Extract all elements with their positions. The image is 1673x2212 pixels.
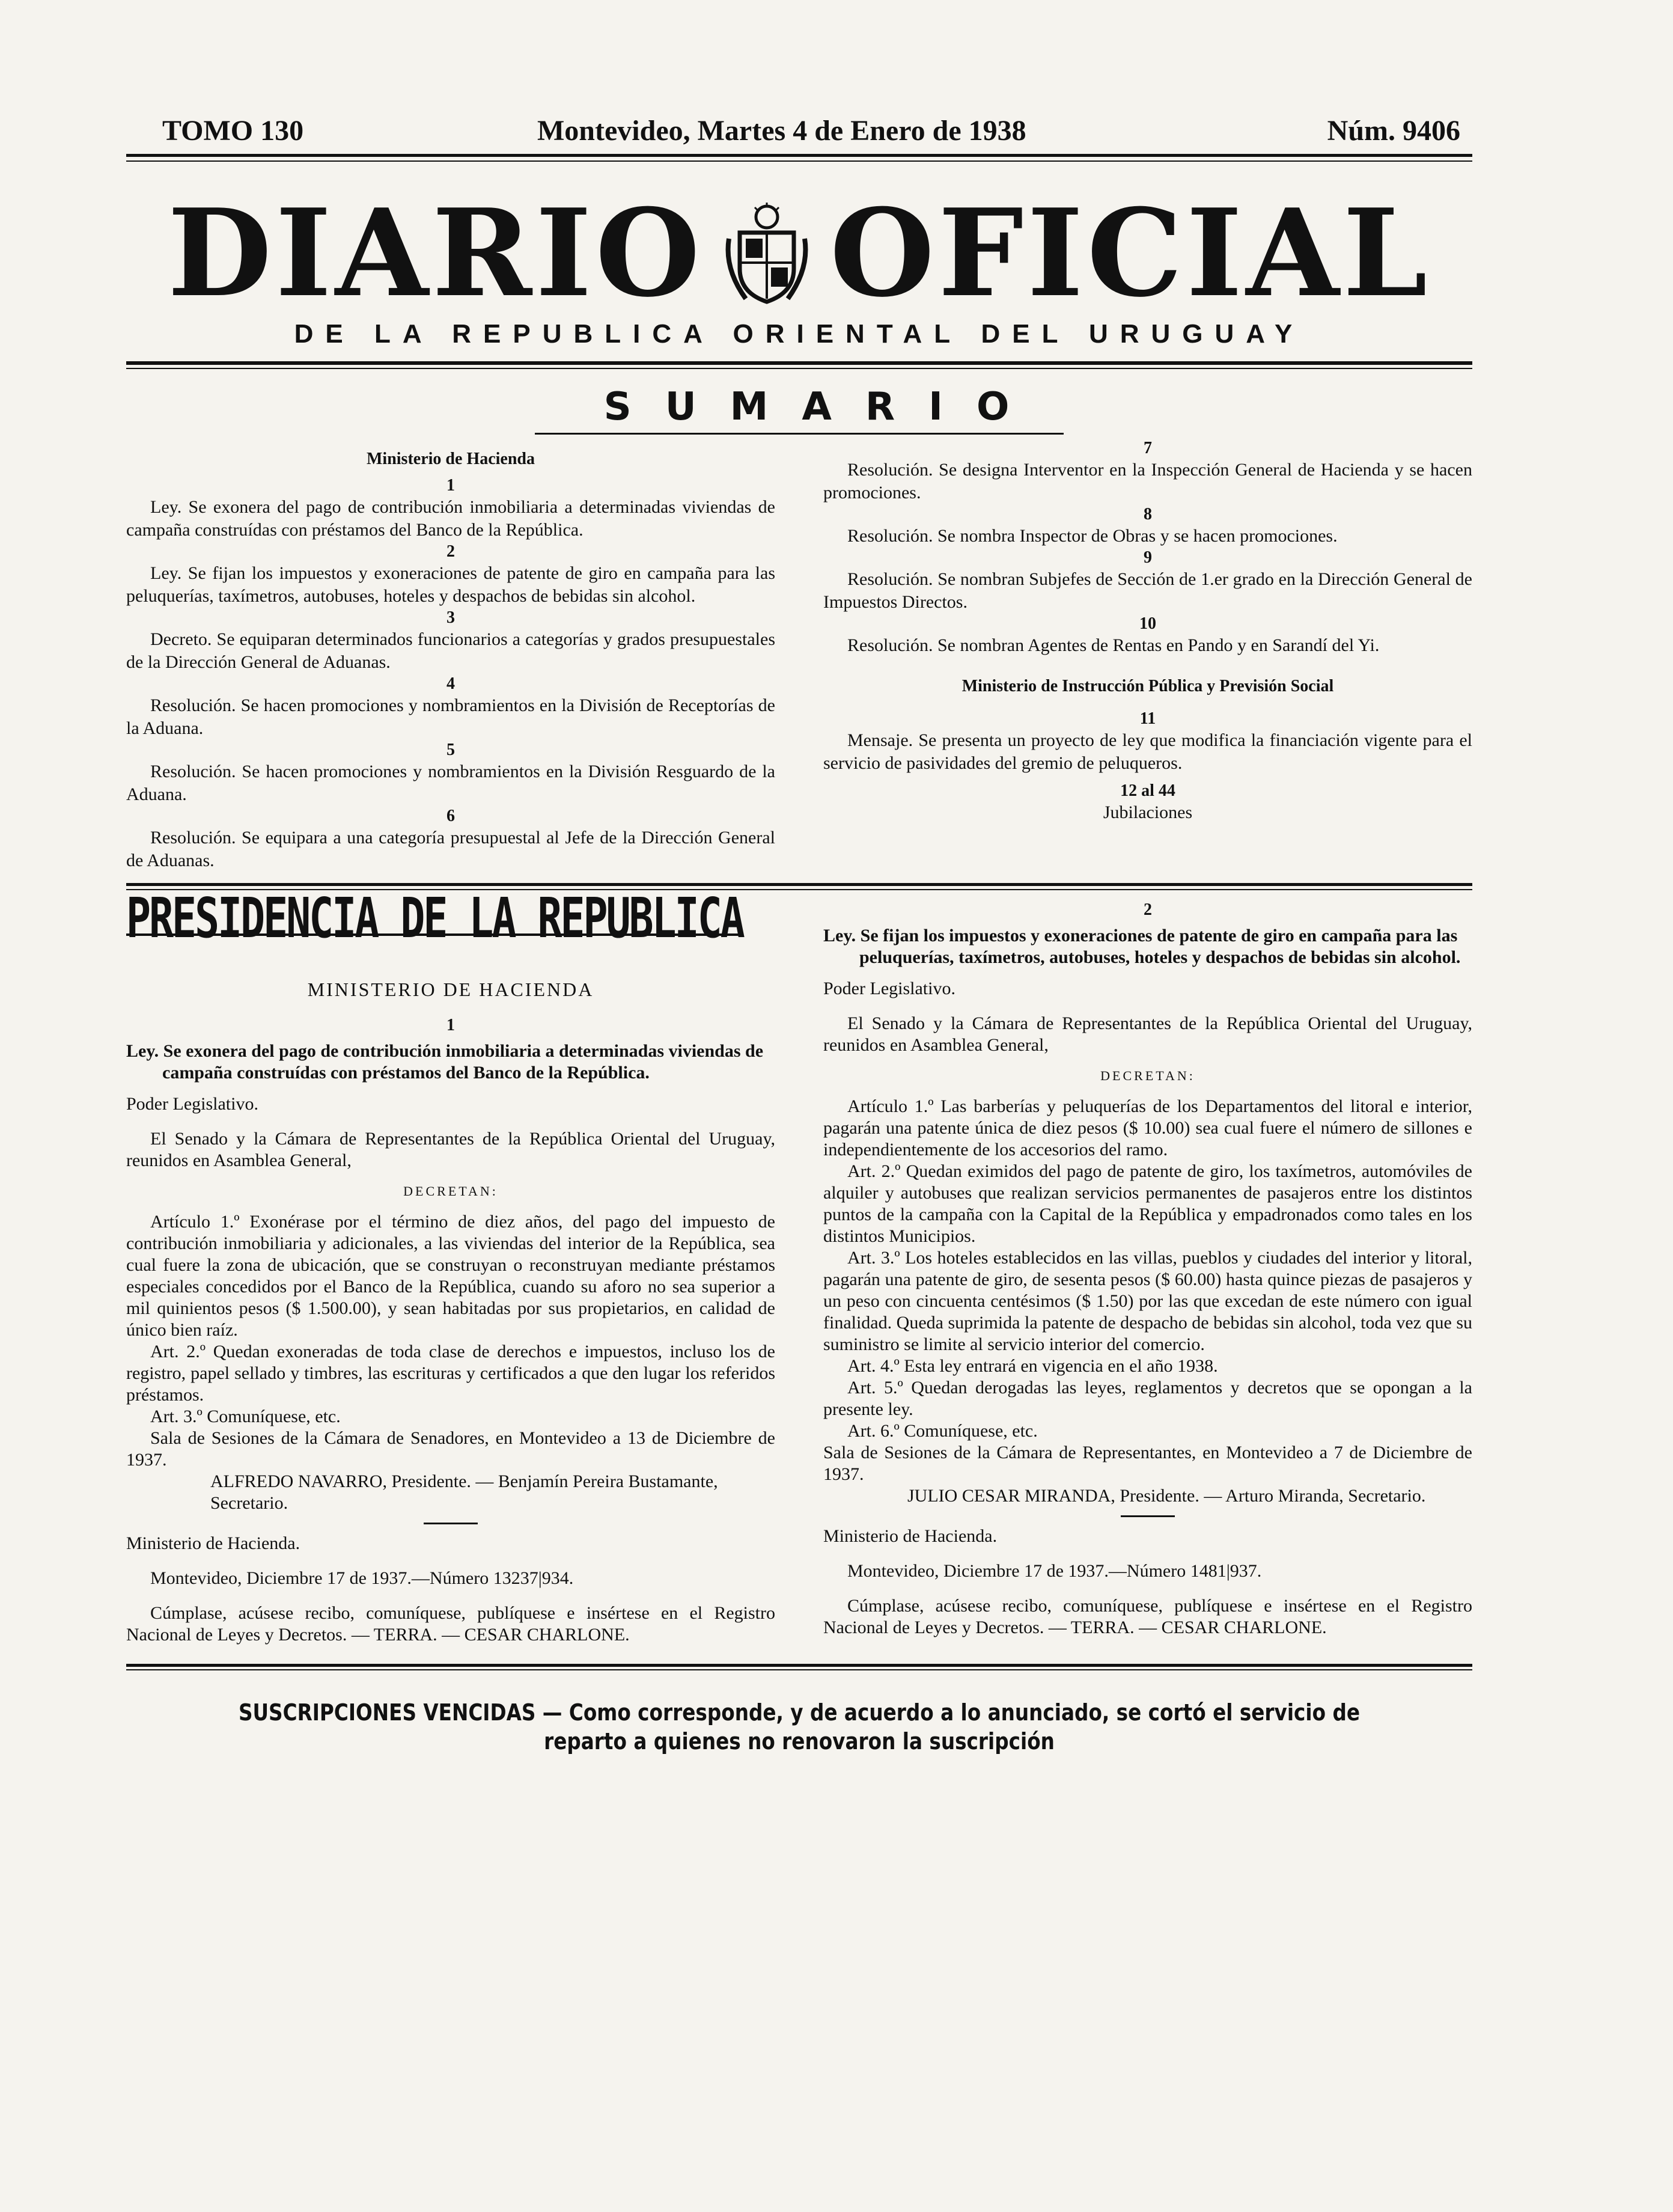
footer-rule bbox=[126, 1664, 1472, 1670]
item-text: Decreto. Se equiparan determinados funcionarios a categorías y grados presupuestales de la Dirección General de Aduanas. bbox=[126, 629, 775, 672]
article-6: Art. 6.º Comuníquese, etc. bbox=[847, 1421, 1038, 1441]
date-number-line: Montevideo, Diciembre 17 de 1937.—Número 1481|937. bbox=[847, 1561, 1262, 1581]
ministry-line: Ministerio de Hacienda. bbox=[126, 1533, 300, 1553]
spacer bbox=[823, 1582, 1472, 1595]
article-3: Art. 3.º Comuníquese, etc. bbox=[150, 1407, 341, 1426]
article-4: Art. 4.º Esta ley entrará en vigencia en el año 1938. bbox=[847, 1356, 1218, 1376]
decretan-label: DECRETAN: bbox=[1100, 1068, 1195, 1083]
sumario-item bbox=[823, 438, 1472, 504]
sumario-item bbox=[126, 806, 775, 872]
item-number: 1 bbox=[446, 476, 455, 495]
masthead-title-left: DIARIO bbox=[167, 183, 704, 324]
item-number: 10 bbox=[1139, 614, 1156, 633]
sumario-item bbox=[823, 548, 1472, 614]
short-rule bbox=[424, 1523, 478, 1524]
sumario-item bbox=[126, 608, 775, 674]
item-text: Ley. Se exonera del pago de contribución inmobiliaria a determinadas viviendas de campaña construídas con préstamos del Banco de la República. bbox=[126, 497, 775, 540]
notice-line-2: reparto a quienes no renovaron la suscripción bbox=[544, 1728, 1055, 1755]
jubilaciones-range: 12 al 44 bbox=[1120, 781, 1175, 800]
item-number: 4 bbox=[446, 674, 455, 693]
item-number: 6 bbox=[446, 807, 455, 825]
issue-number: Núm. 9406 bbox=[1327, 115, 1460, 147]
section-title: PRESIDENCIA DE LA REPUBLICA bbox=[126, 886, 743, 950]
item-text: Mensaje. Se presenta un proyecto de ley que modifica la financiación vigente para el servicio de pasividades del gremio de peluqueros. bbox=[823, 730, 1472, 773]
left-body-column bbox=[126, 886, 775, 1646]
spacer bbox=[126, 1589, 775, 1602]
spacer bbox=[126, 1554, 775, 1568]
law-number: 1 bbox=[446, 1016, 455, 1034]
sumario-item bbox=[823, 504, 1472, 548]
sumario-title: SUMARIO bbox=[603, 385, 1043, 429]
article-1: Artículo 1.º Las barberías y peluquerías de los Departamentos del litoral e interior, pagarán una patente única de diez pesos ($ 10.00) sea cual fuere el número de sillones e independientemente de los accesorios del ramo. bbox=[823, 1096, 1472, 1159]
item-text: Resolución. Se nombran Agentes de Rentas en Pando y en Sarandí del Yi. bbox=[847, 635, 1380, 655]
masthead-subtitle: DE LA REPUBLICA ORIENTAL DEL URUGUAY bbox=[294, 319, 1305, 349]
item-text: Resolución. Se equipara a una categoría presupuestal al Jefe de la Dirección General de Aduanas. bbox=[126, 828, 775, 870]
sumario-underline bbox=[535, 433, 1064, 435]
cumplase-text: Cúmplase, acúsese recibo, comuníquese, publíquese e insértese en el Registro Nacional de Leyes y Decretos. — TERRA. — CESAR CHARLONE. bbox=[823, 1596, 1472, 1637]
article-5: Art. 5.º Quedan derogadas las leyes, reglamentos y decretos que se opongan a la presente ley. bbox=[823, 1378, 1472, 1419]
item-text: Ley. Se fijan los impuestos y exoneraciones de patente de giro en campaña para las peluquerías, taxímetros, autobuses, hoteles y despachos de bebidas sin alcohol. bbox=[126, 563, 775, 606]
sumario-item bbox=[126, 475, 775, 542]
ministry-heading: MINISTERIO DE HACIENDA bbox=[307, 979, 594, 1000]
sumario-item bbox=[126, 542, 775, 608]
item-number: 11 bbox=[1139, 709, 1156, 728]
header-rule bbox=[126, 154, 1472, 162]
item-number: 9 bbox=[1144, 548, 1152, 567]
law-title: Ley. Se exonera del pago de contribución inmobiliaria a determinadas viviendas de campaña construídas con préstamos del Banco de la República. bbox=[126, 1041, 764, 1083]
subscription-notice bbox=[221, 1698, 1378, 1756]
article-1: Artículo 1.º Exonérase por el término de diez años, del pago del impuesto de contribución inmobiliaria y adicionales, a las viviendas del interior de la República, sea cual fuere la zona de ubicación, que se construyan o reconstruyan mediante préstamos especiales concedidos por el Banco de la República, cuando su aforo no sea superior a mil quinientos pesos ($ 1.500.00), y sean habitadas por sus propietarios, en calidad de único bien raíz. bbox=[126, 1212, 775, 1340]
short-rule bbox=[1121, 1515, 1175, 1517]
coat-of-arms-icon bbox=[722, 203, 812, 305]
signatures: ALFREDO NAVARRO, Presidente. — Benjamín Pereira Bustamante, Secretario. bbox=[210, 1471, 718, 1513]
section-title-wrap bbox=[126, 886, 775, 960]
notice-line-1: SUSCRIPCIONES VENCIDAS — Como corresponde, y de acuerdo a lo anunciado, se cortó el servicio de bbox=[238, 1699, 1361, 1726]
cumplase-text: Cúmplase, acúsese recibo, comuníquese, publíquese e insértese en el Registro Nacional de Leyes y Decretos. — TERRA. — CESAR CHARLONE. bbox=[126, 1603, 775, 1645]
decretan-label: DECRETAN: bbox=[403, 1184, 498, 1199]
sumario-item bbox=[126, 674, 775, 740]
article-3: Art. 3.º Los hoteles establecidos en las villas, pueblos y ciudades del interior y litoral, pagarán una patente de giro, de sesenta pesos ($ 60.00) hasta quince piezas de pasajeros y un peso con cincuenta centésimos ($ 1.50) por las que excedan de este número con igual finalidad. Queda suprimida la patente de despacho de bebidas sin alcohol, toda vez que su suministro se limite al servicio interior del comercio. bbox=[823, 1248, 1472, 1354]
law-number: 2 bbox=[1144, 900, 1152, 919]
item-number: 8 bbox=[1144, 505, 1152, 524]
item-text: Resolución. Se nombra Inspector de Obras y se hacen promociones. bbox=[847, 526, 1338, 546]
right-body-column bbox=[823, 894, 1472, 1646]
item-number: 3 bbox=[446, 608, 455, 627]
spacer bbox=[823, 1547, 1472, 1560]
law-intro: El Senado y la Cámara de Representantes de la República Oriental del Uruguay, reunidos en Asamblea General, bbox=[126, 1129, 775, 1170]
masthead-rule bbox=[126, 361, 1472, 369]
issue-date: Montevideo, Martes 4 de Enero de 1938 bbox=[537, 115, 1026, 147]
session-note: Sala de Sesiones de la Cámara de Senadores, en Montevideo a 13 de Diciembre de 1937. bbox=[126, 1428, 775, 1470]
sumario-columns bbox=[126, 438, 1472, 872]
sumario-ministry-heading: Ministerio de Hacienda bbox=[367, 450, 535, 468]
sumario-item bbox=[823, 614, 1472, 657]
masthead-title-right: OFICIAL bbox=[829, 183, 1431, 324]
item-number: 5 bbox=[446, 741, 455, 759]
item-number: 7 bbox=[1144, 439, 1152, 457]
sumario-ministry-heading: Ministerio de Instrucción Pública y Previsión Social bbox=[961, 677, 1334, 695]
article-2: Art. 2.º Quedan eximidos del pago de patente de giro, los taxímetros, automóviles de alquiler y autobuses que realizan servicios permanentes de pasajeros entre los distintos puntos de la campaña con la Capital de la República y empadronados como tales en los distintos Municipios. bbox=[823, 1161, 1472, 1246]
spacer bbox=[823, 1000, 1472, 1013]
body-columns bbox=[126, 886, 1472, 1646]
law-title: Ley. Se fijan los impuestos y exoneraciones de patente de giro en campaña para las peluquerías, taxímetros, autobuses, hoteles y despachos de bebidas sin alcohol. bbox=[823, 926, 1461, 967]
article-2: Art. 2.º Quedan exoneradas de toda clase de derechos e impuestos, incluso los de registro, papel sellado y timbres, las escrituras y certificados a que den lugar los referidos préstamos. bbox=[126, 1342, 775, 1405]
issue-info-bar bbox=[126, 96, 1472, 147]
session-note: Sala de Sesiones de la Cámara de Representantes, en Montevideo a 7 de Diciembre de 1937. bbox=[823, 1443, 1472, 1484]
item-number: 2 bbox=[446, 542, 455, 561]
sumario-left-column bbox=[126, 438, 775, 872]
item-text: Resolución. Se nombran Subjefes de Sección de 1.er grado en la Dirección General de Impuestos Directos. bbox=[823, 569, 1472, 612]
item-text: Resolución. Se designa Interventor en la Inspección General de Hacienda y se hacen promociones. bbox=[823, 460, 1472, 503]
item-text: Resolución. Se hacen promociones y nombramientos en la División Resguardo de la Aduana. bbox=[126, 762, 775, 804]
sumario-item bbox=[126, 740, 775, 806]
newspaper-page bbox=[126, 96, 1472, 1756]
masthead bbox=[126, 183, 1472, 324]
spacer bbox=[126, 1115, 775, 1128]
sumario-right-column bbox=[823, 438, 1472, 872]
jubilaciones-label: Jubilaciones bbox=[1103, 802, 1193, 822]
poder-legislativo: Poder Legislativo. bbox=[126, 1094, 258, 1114]
poder-legislativo: Poder Legislativo. bbox=[823, 979, 955, 998]
sumario-item bbox=[823, 709, 1472, 775]
date-number-line: Montevideo, Diciembre 17 de 1937.—Número 13237|934. bbox=[150, 1568, 574, 1588]
tomo-label: TOMO 130 bbox=[162, 115, 304, 147]
item-text: Resolución. Se hacen promociones y nombramientos en la División de Receptorías de la Aduana. bbox=[126, 695, 775, 738]
signatures: JULIO CESAR MIRANDA, Presidente. — Arturo Miranda, Secretario. bbox=[907, 1486, 1426, 1506]
ministry-line: Ministerio de Hacienda. bbox=[823, 1526, 998, 1546]
law-intro: El Senado y la Cámara de Representantes de la República Oriental del Uruguay, reunidos en Asamblea General, bbox=[823, 1013, 1472, 1055]
